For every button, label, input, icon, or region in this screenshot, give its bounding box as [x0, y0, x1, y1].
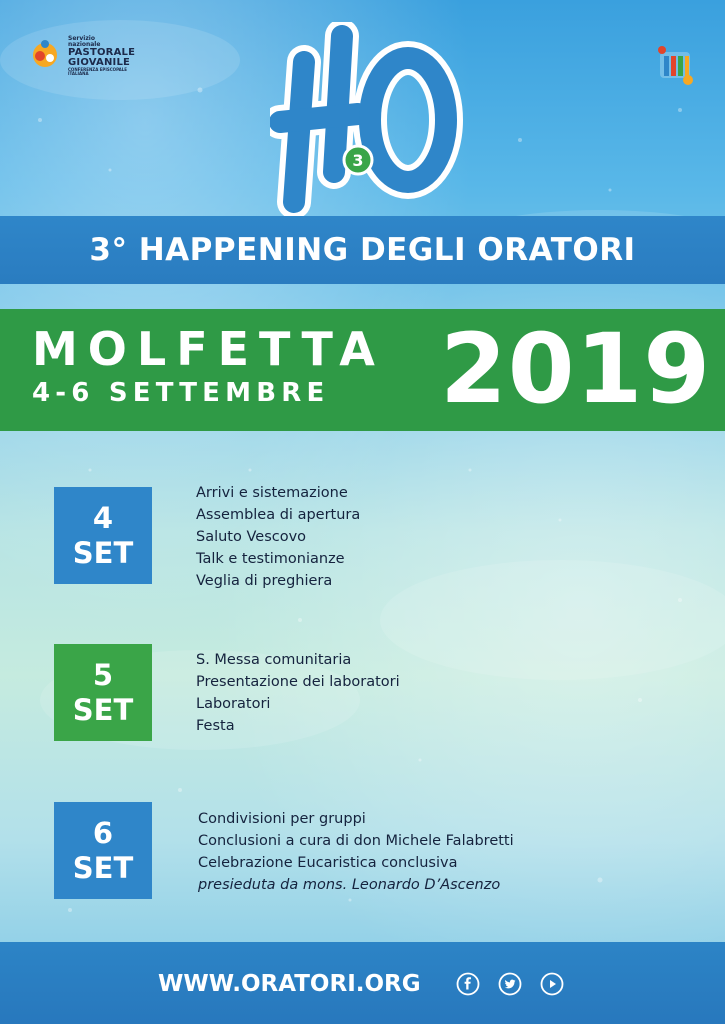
list-item: presieduta da mons. Leonardo D’Ascenzo [198, 877, 501, 893]
list-item: Festa [196, 718, 235, 734]
list-item: Assemblea di apertura [196, 507, 361, 523]
list-item: Celebrazione Eucaristica conclusiva [198, 855, 458, 871]
oratori-logo-icon [656, 44, 696, 88]
list-item: Saluto Vescovo [196, 529, 307, 545]
day-6-program [198, 808, 514, 896]
logo-line-2: nazionale [68, 41, 101, 48]
pastorale-giovanile-icon [30, 38, 60, 68]
facebook-icon[interactable] [456, 972, 480, 996]
list-item: Talk e testimonianze [196, 551, 345, 567]
logo-line-5: CONFERENZA EPISCOPALE ITALIANA [68, 67, 128, 76]
twitter-icon[interactable] [498, 972, 522, 996]
day-number: 4 [92, 500, 114, 535]
day-box-5 [54, 644, 152, 741]
page-title: 3° HAPPENING DEGLI ORATORI [89, 232, 636, 268]
list-item: Presentazione dei laboratori [196, 674, 400, 690]
event-year: 2019 [440, 313, 712, 425]
list-item: Laboratori [196, 696, 271, 712]
h2o-subscript: 3 [352, 151, 364, 170]
website-link[interactable]: WWW.ORATORI.ORG [158, 971, 421, 997]
day-number: 5 [92, 657, 114, 692]
day-4-program [196, 482, 360, 592]
event-band [0, 309, 725, 431]
day-box-4 [54, 487, 152, 584]
list-item: Arrivi e sistemazione [196, 485, 348, 501]
logo-line-4: GIOVANILE [68, 57, 131, 68]
day-month: SET [72, 692, 134, 727]
day-5-program [196, 649, 400, 737]
pastorale-giovanile-logo [30, 34, 140, 76]
footer-band [0, 942, 725, 1024]
list-item: S. Messa comunitaria [196, 652, 352, 668]
day-month: SET [72, 535, 134, 570]
logo-line-3: PASTORALE [68, 47, 136, 58]
event-dates: 4-6 SETTEMBRE [32, 378, 330, 408]
youtube-icon[interactable] [540, 972, 564, 996]
day-box-6 [54, 802, 152, 899]
title-band [0, 216, 725, 284]
list-item: Veglia di preghiera [196, 573, 333, 589]
list-item: Conclusioni a cura di don Michele Falabretti [198, 833, 514, 849]
logo-line-1: Servizio [68, 35, 95, 42]
event-city: MOLFETTA [32, 322, 385, 376]
day-number: 6 [92, 815, 114, 850]
day-month: SET [72, 850, 134, 885]
list-item: Condivisioni per gruppi [198, 811, 366, 827]
h2o-logo-icon [270, 22, 470, 222]
